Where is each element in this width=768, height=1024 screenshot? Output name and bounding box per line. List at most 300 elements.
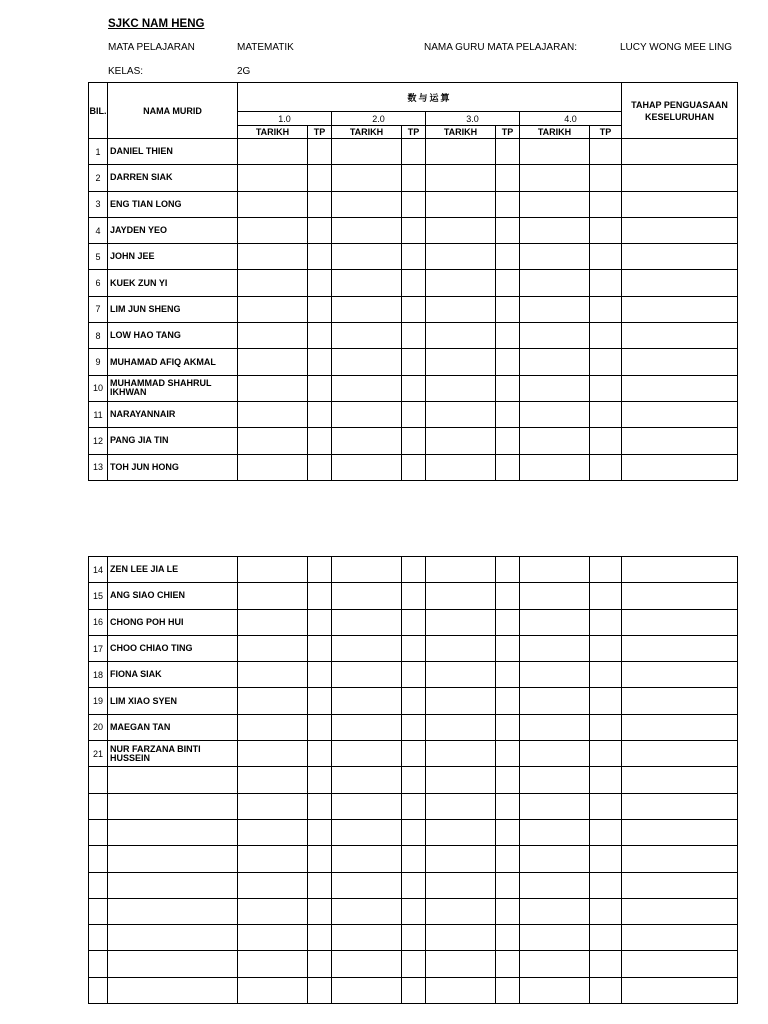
date-cell[interactable] xyxy=(238,165,308,191)
date-cell[interactable] xyxy=(238,688,308,714)
row-number xyxy=(89,951,108,977)
row-number xyxy=(89,925,108,951)
tp-cell[interactable] xyxy=(402,296,426,322)
row-number: 10 xyxy=(89,375,108,401)
date-cell[interactable] xyxy=(238,349,308,375)
tp-cell[interactable] xyxy=(402,846,426,872)
tp-cell[interactable] xyxy=(590,662,622,688)
table-row xyxy=(89,819,738,845)
tp-cell[interactable] xyxy=(308,428,332,454)
date-cell[interactable] xyxy=(520,296,590,322)
tp-cell[interactable] xyxy=(590,793,622,819)
tp-cell[interactable] xyxy=(308,714,332,740)
date-cell[interactable] xyxy=(520,635,590,661)
date-cell[interactable] xyxy=(332,401,402,427)
tp-cell[interactable] xyxy=(308,375,332,401)
date-cell[interactable] xyxy=(332,609,402,635)
tp-cell[interactable] xyxy=(402,609,426,635)
tp-cell[interactable] xyxy=(496,165,520,191)
date-cell[interactable] xyxy=(238,139,308,165)
date-cell[interactable] xyxy=(238,977,308,1003)
tp-cell[interactable] xyxy=(308,270,332,296)
date-cell[interactable] xyxy=(238,819,308,845)
tp-cell[interactable] xyxy=(308,609,332,635)
date-cell[interactable] xyxy=(332,296,402,322)
date-cell[interactable] xyxy=(520,951,590,977)
overall-cell[interactable] xyxy=(622,846,738,872)
date-cell[interactable] xyxy=(426,793,496,819)
date-cell[interactable] xyxy=(332,741,402,767)
tp-cell[interactable] xyxy=(496,349,520,375)
date-cell[interactable] xyxy=(520,609,590,635)
tp-cell[interactable] xyxy=(308,557,332,583)
tp-cell[interactable] xyxy=(308,819,332,845)
table-row xyxy=(89,323,738,349)
date-cell[interactable] xyxy=(238,244,308,270)
date-cell[interactable] xyxy=(426,191,496,217)
date-cell[interactable] xyxy=(332,925,402,951)
date-cell[interactable] xyxy=(238,635,308,661)
date-cell[interactable] xyxy=(238,925,308,951)
date-cell[interactable] xyxy=(426,375,496,401)
student-name xyxy=(108,977,238,1003)
tp-cell[interactable] xyxy=(308,217,332,243)
table-row xyxy=(89,296,738,322)
date-cell[interactable] xyxy=(332,583,402,609)
tp-cell[interactable] xyxy=(402,714,426,740)
date-cell[interactable] xyxy=(238,270,308,296)
date-cell[interactable] xyxy=(238,375,308,401)
overall-cell[interactable] xyxy=(622,428,738,454)
overall-cell[interactable] xyxy=(622,951,738,977)
tp-cell[interactable] xyxy=(590,898,622,924)
date-cell[interactable] xyxy=(426,951,496,977)
date-cell[interactable] xyxy=(426,819,496,845)
date-cell[interactable] xyxy=(426,977,496,1003)
date-cell[interactable] xyxy=(332,951,402,977)
date-cell[interactable] xyxy=(238,767,308,793)
date-cell[interactable] xyxy=(332,977,402,1003)
date-cell[interactable] xyxy=(332,349,402,375)
tp-cell[interactable] xyxy=(496,557,520,583)
date-cell[interactable] xyxy=(426,872,496,898)
tp-cell[interactable] xyxy=(402,557,426,583)
date-cell[interactable] xyxy=(426,741,496,767)
tp-cell[interactable] xyxy=(402,454,426,480)
date-cell[interactable] xyxy=(426,635,496,661)
tp-cell[interactable] xyxy=(496,662,520,688)
date-cell[interactable] xyxy=(520,898,590,924)
table-row xyxy=(89,977,738,1003)
date-cell[interactable] xyxy=(332,635,402,661)
date-cell[interactable] xyxy=(238,296,308,322)
date-cell[interactable] xyxy=(332,819,402,845)
tp-cell[interactable] xyxy=(590,741,622,767)
date-cell[interactable] xyxy=(332,139,402,165)
tp-cell[interactable] xyxy=(590,846,622,872)
row-number: 7 xyxy=(89,296,108,322)
date-cell[interactable] xyxy=(238,898,308,924)
date-cell[interactable] xyxy=(332,714,402,740)
tp-cell[interactable] xyxy=(308,583,332,609)
overall-cell[interactable] xyxy=(622,139,738,165)
tp-cell[interactable] xyxy=(496,609,520,635)
date-cell[interactable] xyxy=(426,244,496,270)
overall-cell[interactable] xyxy=(622,688,738,714)
tp-cell[interactable] xyxy=(590,688,622,714)
tp-cell[interactable] xyxy=(308,872,332,898)
date-cell[interactable] xyxy=(426,767,496,793)
tp-cell[interactable] xyxy=(590,951,622,977)
tp-cell[interactable] xyxy=(496,270,520,296)
sub-date-header: TARIKH xyxy=(238,126,308,139)
tp-cell[interactable] xyxy=(308,793,332,819)
tp-cell[interactable] xyxy=(590,349,622,375)
tp-cell[interactable] xyxy=(308,296,332,322)
tp-cell[interactable] xyxy=(308,898,332,924)
date-cell[interactable] xyxy=(520,793,590,819)
date-cell[interactable] xyxy=(238,609,308,635)
date-cell[interactable] xyxy=(238,793,308,819)
overall-cell[interactable] xyxy=(622,217,738,243)
tp-cell[interactable] xyxy=(590,714,622,740)
overall-cell[interactable] xyxy=(622,977,738,1003)
tp-cell[interactable] xyxy=(590,401,622,427)
tp-cell[interactable] xyxy=(496,244,520,270)
row-number: 2 xyxy=(89,165,108,191)
tp-cell[interactable] xyxy=(590,244,622,270)
date-cell[interactable] xyxy=(520,139,590,165)
table-row xyxy=(89,165,738,191)
row-number xyxy=(89,898,108,924)
tp-cell[interactable] xyxy=(402,244,426,270)
overall-cell[interactable] xyxy=(622,401,738,427)
tp-cell[interactable] xyxy=(496,635,520,661)
tp-cell[interactable] xyxy=(402,139,426,165)
date-cell[interactable] xyxy=(332,846,402,872)
student-name: FIONA SIAK xyxy=(108,662,238,688)
tp-cell[interactable] xyxy=(308,244,332,270)
date-cell[interactable] xyxy=(426,270,496,296)
date-cell[interactable] xyxy=(520,872,590,898)
tp-cell[interactable] xyxy=(308,846,332,872)
tp-cell[interactable] xyxy=(496,925,520,951)
tp-cell[interactable] xyxy=(402,635,426,661)
date-cell[interactable] xyxy=(426,557,496,583)
tp-cell[interactable] xyxy=(590,583,622,609)
date-cell[interactable] xyxy=(238,741,308,767)
date-cell[interactable] xyxy=(332,872,402,898)
overall-cell[interactable] xyxy=(622,662,738,688)
tp-cell[interactable] xyxy=(308,323,332,349)
tp-cell[interactable] xyxy=(590,296,622,322)
overall-cell[interactable] xyxy=(622,819,738,845)
tp-cell[interactable] xyxy=(496,872,520,898)
tp-cell[interactable] xyxy=(402,401,426,427)
tp-cell[interactable] xyxy=(308,349,332,375)
date-cell[interactable] xyxy=(520,583,590,609)
date-cell[interactable] xyxy=(426,846,496,872)
date-cell[interactable] xyxy=(426,296,496,322)
date-cell[interactable] xyxy=(238,872,308,898)
date-cell[interactable] xyxy=(520,925,590,951)
tp-cell[interactable] xyxy=(402,217,426,243)
overall-cell[interactable] xyxy=(622,872,738,898)
teacher-label: NAMA GURU MATA PELAJARAN: xyxy=(424,42,577,53)
date-cell[interactable] xyxy=(520,217,590,243)
tp-cell[interactable] xyxy=(590,454,622,480)
date-cell[interactable] xyxy=(520,191,590,217)
date-cell[interactable] xyxy=(426,165,496,191)
tp-cell[interactable] xyxy=(590,819,622,845)
overall-cell[interactable] xyxy=(622,270,738,296)
tp-cell[interactable] xyxy=(496,793,520,819)
date-cell[interactable] xyxy=(238,401,308,427)
date-cell[interactable] xyxy=(520,662,590,688)
overall-cell[interactable] xyxy=(622,454,738,480)
tp-cell[interactable] xyxy=(308,454,332,480)
date-cell[interactable] xyxy=(520,819,590,845)
overall-cell[interactable] xyxy=(622,714,738,740)
tp-cell[interactable] xyxy=(402,951,426,977)
tp-cell[interactable] xyxy=(402,688,426,714)
date-cell[interactable] xyxy=(332,323,402,349)
student-name: PANG JIA TIN xyxy=(108,428,238,454)
student-name: DARREN SIAK xyxy=(108,165,238,191)
date-cell[interactable] xyxy=(520,557,590,583)
table-row xyxy=(89,793,738,819)
date-cell[interactable] xyxy=(426,454,496,480)
date-cell[interactable] xyxy=(520,375,590,401)
tp-cell[interactable] xyxy=(590,217,622,243)
tp-cell[interactable] xyxy=(496,951,520,977)
tp-cell[interactable] xyxy=(590,375,622,401)
tp-cell[interactable] xyxy=(308,925,332,951)
tp-cell[interactable] xyxy=(308,977,332,1003)
tp-cell[interactable] xyxy=(496,454,520,480)
tp-cell[interactable] xyxy=(308,165,332,191)
date-cell[interactable] xyxy=(238,557,308,583)
tp-cell[interactable] xyxy=(308,401,332,427)
tp-cell[interactable] xyxy=(402,323,426,349)
date-cell[interactable] xyxy=(332,375,402,401)
table-row xyxy=(89,951,738,977)
date-cell[interactable] xyxy=(238,662,308,688)
tp-cell[interactable] xyxy=(402,767,426,793)
tp-cell[interactable] xyxy=(402,977,426,1003)
tp-cell[interactable] xyxy=(308,635,332,661)
date-cell[interactable] xyxy=(332,428,402,454)
tp-cell[interactable] xyxy=(590,191,622,217)
date-cell[interactable] xyxy=(238,428,308,454)
tp-cell[interactable] xyxy=(496,583,520,609)
tp-cell[interactable] xyxy=(402,898,426,924)
date-cell[interactable] xyxy=(332,270,402,296)
overall-cell[interactable] xyxy=(622,925,738,951)
tp-cell[interactable] xyxy=(496,767,520,793)
tp-cell[interactable] xyxy=(308,951,332,977)
table-row xyxy=(89,635,738,661)
student-name: ANG SIAO CHIEN xyxy=(108,583,238,609)
tp-cell[interactable] xyxy=(308,688,332,714)
date-cell[interactable] xyxy=(520,846,590,872)
row-number xyxy=(89,793,108,819)
date-cell[interactable] xyxy=(426,139,496,165)
date-cell[interactable] xyxy=(238,951,308,977)
overall-cell[interactable] xyxy=(622,349,738,375)
overall-cell[interactable] xyxy=(622,793,738,819)
date-cell[interactable] xyxy=(332,191,402,217)
overall-cell[interactable] xyxy=(622,165,738,191)
date-cell[interactable] xyxy=(332,898,402,924)
table-row xyxy=(89,139,738,165)
date-cell[interactable] xyxy=(520,323,590,349)
date-cell[interactable] xyxy=(332,165,402,191)
tp-cell[interactable] xyxy=(496,898,520,924)
tp-cell[interactable] xyxy=(402,349,426,375)
overall-cell[interactable] xyxy=(622,375,738,401)
date-cell[interactable] xyxy=(520,428,590,454)
date-cell[interactable] xyxy=(426,583,496,609)
date-cell[interactable] xyxy=(238,323,308,349)
tp-cell[interactable] xyxy=(590,872,622,898)
date-cell[interactable] xyxy=(520,165,590,191)
date-cell[interactable] xyxy=(520,977,590,1003)
tp-cell[interactable] xyxy=(590,270,622,296)
date-cell[interactable] xyxy=(238,217,308,243)
tp-cell[interactable] xyxy=(496,688,520,714)
overall-cell[interactable] xyxy=(622,767,738,793)
overall-cell[interactable] xyxy=(622,898,738,924)
tp-cell[interactable] xyxy=(590,428,622,454)
date-cell[interactable] xyxy=(238,191,308,217)
date-cell[interactable] xyxy=(332,244,402,270)
tp-cell[interactable] xyxy=(590,165,622,191)
tp-cell[interactable] xyxy=(496,217,520,243)
overall-cell[interactable] xyxy=(622,583,738,609)
date-cell[interactable] xyxy=(426,323,496,349)
date-cell[interactable] xyxy=(332,557,402,583)
tp-cell[interactable] xyxy=(496,401,520,427)
tp-cell[interactable] xyxy=(590,323,622,349)
date-cell[interactable] xyxy=(332,688,402,714)
date-cell[interactable] xyxy=(238,846,308,872)
date-cell[interactable] xyxy=(520,688,590,714)
date-cell[interactable] xyxy=(332,454,402,480)
tp-cell[interactable] xyxy=(496,714,520,740)
tp-cell[interactable] xyxy=(402,191,426,217)
tp-cell[interactable] xyxy=(496,977,520,1003)
overall-cell[interactable] xyxy=(622,741,738,767)
tp-cell[interactable] xyxy=(590,977,622,1003)
date-cell[interactable] xyxy=(238,454,308,480)
date-cell[interactable] xyxy=(426,688,496,714)
tp-cell[interactable] xyxy=(402,375,426,401)
tp-cell[interactable] xyxy=(402,270,426,296)
tp-cell[interactable] xyxy=(402,872,426,898)
tp-cell[interactable] xyxy=(496,741,520,767)
date-cell[interactable] xyxy=(332,793,402,819)
date-cell[interactable] xyxy=(520,270,590,296)
tp-cell[interactable] xyxy=(590,557,622,583)
date-cell[interactable] xyxy=(426,925,496,951)
tp-cell[interactable] xyxy=(496,323,520,349)
tp-cell[interactable] xyxy=(590,767,622,793)
tp-cell[interactable] xyxy=(402,819,426,845)
subject-value: MATEMATIK xyxy=(237,42,294,53)
overall-cell[interactable] xyxy=(622,557,738,583)
date-cell[interactable] xyxy=(520,349,590,375)
date-cell[interactable] xyxy=(332,217,402,243)
date-cell[interactable] xyxy=(520,454,590,480)
tp-cell[interactable] xyxy=(496,139,520,165)
tp-cell[interactable] xyxy=(496,375,520,401)
class-label: KELAS: xyxy=(108,66,144,77)
date-cell[interactable] xyxy=(426,609,496,635)
tp-cell[interactable] xyxy=(590,925,622,951)
overall-cell[interactable] xyxy=(622,296,738,322)
tp-cell[interactable] xyxy=(308,662,332,688)
date-cell[interactable] xyxy=(332,662,402,688)
tp-cell[interactable] xyxy=(590,635,622,661)
date-cell[interactable] xyxy=(426,349,496,375)
tp-cell[interactable] xyxy=(590,609,622,635)
tp-cell[interactable] xyxy=(496,428,520,454)
tp-cell[interactable] xyxy=(308,139,332,165)
tp-cell[interactable] xyxy=(402,741,426,767)
sub-tp-header: TP xyxy=(590,126,622,139)
overall-cell[interactable] xyxy=(622,635,738,661)
tp-cell[interactable] xyxy=(402,793,426,819)
overall-cell[interactable] xyxy=(622,609,738,635)
date-cell[interactable] xyxy=(426,401,496,427)
tp-cell[interactable] xyxy=(496,819,520,845)
date-cell[interactable] xyxy=(520,244,590,270)
student-name: TOH JUN HONG xyxy=(108,454,238,480)
tp-cell[interactable] xyxy=(402,925,426,951)
overall-cell[interactable] xyxy=(622,191,738,217)
date-cell[interactable] xyxy=(520,767,590,793)
tp-cell[interactable] xyxy=(496,846,520,872)
date-cell[interactable] xyxy=(426,428,496,454)
tp-cell[interactable] xyxy=(402,428,426,454)
tp-cell[interactable] xyxy=(402,662,426,688)
date-cell[interactable] xyxy=(238,583,308,609)
tp-cell[interactable] xyxy=(308,191,332,217)
date-cell[interactable] xyxy=(426,662,496,688)
date-cell[interactable] xyxy=(426,217,496,243)
tp-cell[interactable] xyxy=(308,741,332,767)
date-cell[interactable] xyxy=(332,767,402,793)
overall-cell[interactable] xyxy=(622,323,738,349)
tp-cell[interactable] xyxy=(496,191,520,217)
tp-cell[interactable] xyxy=(496,296,520,322)
table-row xyxy=(89,925,738,951)
date-cell[interactable] xyxy=(520,741,590,767)
tp-cell[interactable] xyxy=(402,165,426,191)
date-cell[interactable] xyxy=(426,714,496,740)
row-number: 3 xyxy=(89,191,108,217)
tp-cell[interactable] xyxy=(402,583,426,609)
table-row xyxy=(89,244,738,270)
date-cell[interactable] xyxy=(426,898,496,924)
tp-cell[interactable] xyxy=(308,767,332,793)
tp-cell[interactable] xyxy=(590,139,622,165)
overall-cell[interactable] xyxy=(622,244,738,270)
date-cell[interactable] xyxy=(520,401,590,427)
date-cell[interactable] xyxy=(238,714,308,740)
date-cell[interactable] xyxy=(520,714,590,740)
